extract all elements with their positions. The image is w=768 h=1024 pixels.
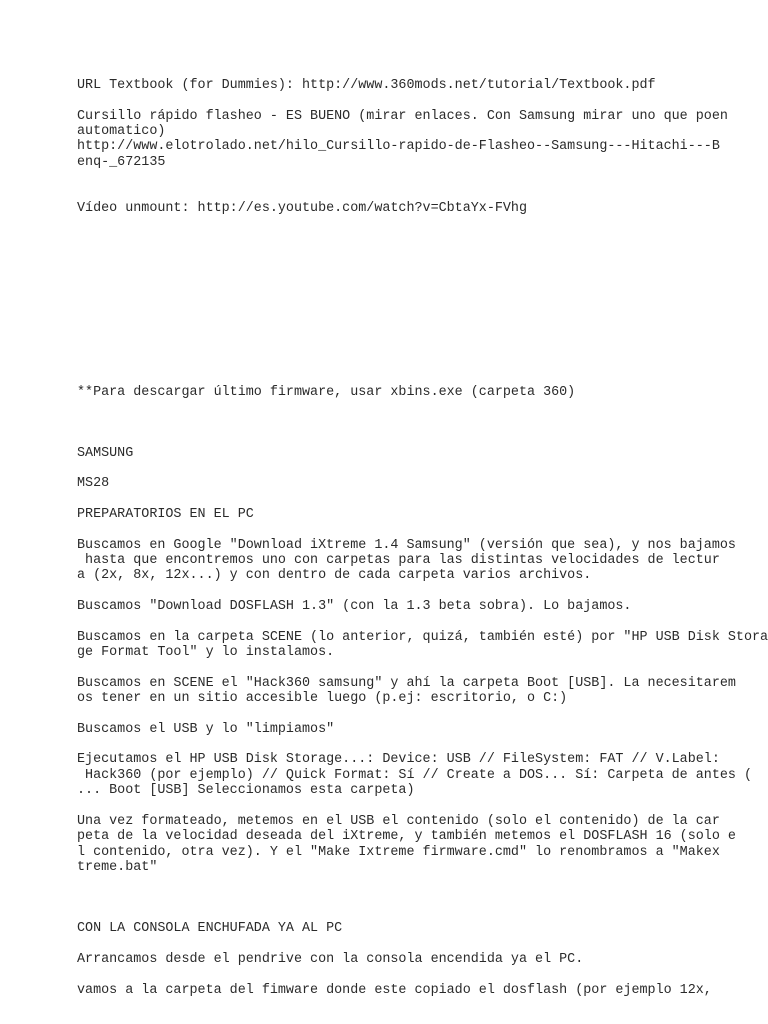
vamos-line: vamos a la carpeta del fimware donde este copiado el dosflash (por ejemplo 12x, (77, 983, 712, 998)
url-textbook-line: URL Textbook (for Dummies): http://www.360mods.net/tutorial/Textbook.pdf (77, 78, 656, 93)
hack-line-2: os tener en un sitio accesible luego (p.ej: escritorio, o C:) (77, 691, 568, 706)
google-line-3: a (2x, 8x, 12x...) y con dentro de cada carpeta varios archivos. (77, 568, 592, 583)
ms28-heading: MS28 (77, 476, 110, 491)
format-line-1: Una vez formateado, metemos en el USB el contenido (solo el contenido) de la car (77, 814, 720, 829)
scene-line-1: Buscamos en la carpeta SCENE (lo anterior, quizá, también esté) por "HP USB Disk Stora (77, 630, 768, 645)
consola-heading: CON LA CONSOLA ENCHUFADA YA AL PC (77, 921, 343, 936)
firmware-note-line: **Para descargar último firmware, usar xbins.exe (carpeta 360) (77, 385, 576, 400)
format-line-3: l contenido, otra vez). Y el "Make Ixtreme firmware.cmd" lo renombramos a "Makex (77, 845, 720, 860)
preparatorios-heading: PREPARATORIOS EN EL PC (77, 507, 254, 522)
usb-clean-line: Buscamos el USB y lo "limpiamos" (77, 722, 335, 737)
cursillo-line-1: Cursillo rápido flasheo - ES BUENO (mirar enlaces. Con Samsung mirar uno que poen (77, 109, 728, 124)
google-line-2: hasta que encontremos uno con carpetas para las distintas velocidades de lectur (77, 553, 720, 568)
format-line-4: treme.bat" (77, 860, 158, 875)
scene-line-2: ge Format Tool" y lo instalamos. (77, 645, 335, 660)
cursillo-line-3: http://www.elotrolado.net/hilo_Cursillo-rapido-de-Flasheo--Samsung---Hitachi---B (77, 139, 720, 154)
exec-line-3: ... Boot [USB] Seleccionamos esta carpeta) (77, 783, 415, 798)
hack-line-1: Buscamos en SCENE el "Hack360 samsung" y ahí la carpeta Boot [USB]. La necesitarem (77, 676, 736, 691)
cursillo-line-4: enq-_672135 (77, 155, 166, 170)
samsung-heading: SAMSUNG (77, 446, 134, 461)
video-unmount-line: Vídeo unmount: http://es.youtube.com/watch?v=CbtaYx-FVhg (77, 201, 527, 216)
dosflash-line: Buscamos "Download DOSFLASH 1.3" (con la 1.3 beta sobra). Lo bajamos. (77, 599, 632, 614)
exec-line-1: Ejecutamos el HP USB Disk Storage...: Device: USB // FileSystem: FAT // V.Label: (77, 752, 720, 767)
arranque-line: Arrancamos desde el pendrive con la consola encendida ya el PC. (77, 952, 584, 967)
google-line-1: Buscamos en Google "Download iXtreme 1.4 Samsung" (versión que sea), y nos bajamos (77, 538, 736, 553)
exec-line-2: Hack360 (por ejemplo) // Quick Format: Sí // Create a DOS... Sí: Carpeta de antes ( (77, 768, 752, 783)
format-line-2: peta de la velocidad deseada del iXtreme, y también metemos el DOSFLASH 16 (solo e (77, 829, 736, 844)
cursillo-line-2: automatico) (77, 124, 166, 139)
